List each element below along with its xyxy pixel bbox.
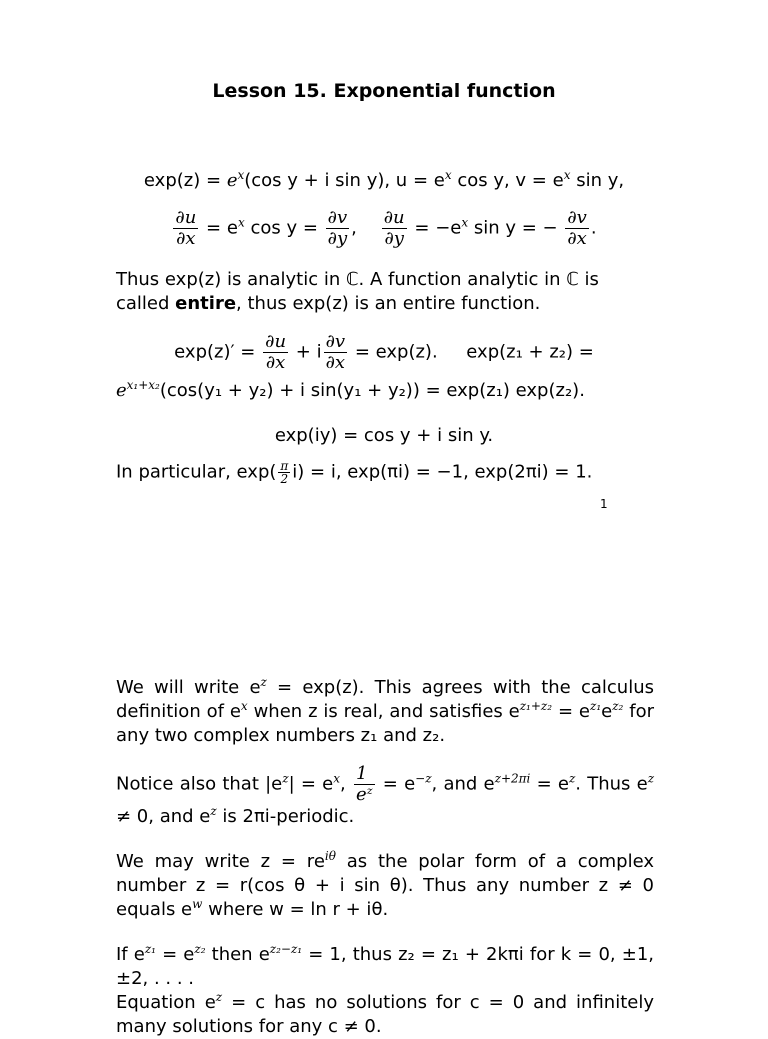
eq-text: cos y = (244, 217, 318, 239)
eq-text: , (351, 217, 357, 239)
eq-sup: x (237, 168, 245, 182)
fraction (278, 460, 290, 485)
para-text: where w = ln r + iθ. (202, 899, 389, 920)
fraction-den: ∂y (384, 228, 404, 249)
para-text: e (601, 701, 613, 722)
fraction (173, 208, 198, 249)
eq-sup: iθ (324, 849, 336, 863)
paragraph-notice (116, 764, 654, 829)
equation-addition (116, 380, 676, 401)
fraction-num: ∂u (175, 207, 197, 228)
para-text: Equation e (116, 992, 216, 1013)
para-text: as the polar form of a complex number z = r(cos θ + i sin θ). Thus any number z ≠ 0 equals e (116, 851, 655, 920)
para-text: , (340, 773, 346, 795)
para-text: = e (155, 944, 195, 965)
eq-text: e (226, 170, 238, 191)
para-text: , thus exp(z) is an entire function. (236, 293, 541, 314)
fraction-num: ∂v (327, 207, 348, 228)
fraction-num: ∂v (325, 331, 346, 352)
para-text: = c has no solutions for c = 0 and infinitely many solutions for any c ≠ 0. (116, 992, 654, 1037)
fraction (263, 332, 288, 373)
eq-sup: x (461, 215, 469, 230)
eq-text: . (590, 217, 597, 239)
eq-sup: x₁+x₂ (126, 378, 160, 392)
fraction (326, 208, 349, 249)
page-number: 1 (600, 497, 608, 511)
para-text: Thus exp(z) is analytic in ℂ. A function analytic in ℂ is called (116, 269, 599, 314)
paragraph-particular (116, 460, 654, 485)
para-text: when z is real, and satisfies e (247, 701, 520, 722)
fraction (382, 208, 407, 249)
fraction-den: ∂x (176, 228, 196, 249)
eq-text: (cos y + i sin y), u = e (244, 170, 445, 191)
fraction-den: ∂x (325, 352, 346, 373)
eq-text: = e (206, 217, 238, 239)
equation-derivative (80, 332, 688, 373)
paragraph-equal-exponentials (116, 943, 654, 991)
fraction (565, 208, 588, 249)
eq-sup: −z (415, 771, 432, 786)
fraction-num: ∂u (265, 331, 287, 352)
paragraph-entire (116, 268, 654, 316)
eq-sup: w (192, 897, 203, 911)
eq-text: = −e (414, 217, 462, 239)
eq-text: cos y, v = e (451, 170, 564, 191)
eq-text: sin y = − (468, 217, 558, 239)
fraction-den: eᶻ (355, 784, 373, 805)
para-text: = e (552, 701, 590, 722)
eq-sup: z (647, 771, 655, 786)
eq-text: sin y, (570, 170, 625, 191)
para-text: = 1, thus z₂ = z₁ + 2kπi for k = 0, ±1, ±2, . . . . (116, 944, 655, 989)
eq-sup: x (563, 168, 571, 182)
eq-text: = exp(z). (354, 341, 438, 363)
fraction-den: ∂x (567, 228, 587, 249)
paragraph-write-ez (116, 676, 654, 748)
para-text: = e (530, 773, 569, 795)
paragraph-polar (116, 850, 654, 922)
eq-sup: z (568, 771, 576, 786)
para-text: = e (376, 773, 416, 795)
para-text: We may write z = re (116, 851, 325, 872)
eq-sup: z₂ (612, 699, 624, 713)
fraction-num: 1 (354, 764, 375, 785)
para-text: . Thus e (575, 773, 648, 795)
fraction-den: ∂y (327, 228, 348, 249)
para-text: Notice also that |e (116, 773, 283, 795)
para-text: then e (205, 944, 270, 965)
fraction (354, 764, 375, 805)
para-text: In particular, exp( (116, 461, 277, 483)
eq-text: exp(z₁ + z₂) = (466, 341, 594, 363)
eq-sup: x (444, 168, 452, 182)
eq-text: exp(z)′ = (174, 341, 256, 363)
para-text: We will write e (116, 677, 261, 698)
paragraph-solutions (116, 991, 654, 1039)
fraction-den: 2 (280, 472, 289, 486)
para-text: ≠ 0, and e (116, 806, 211, 827)
eq-sup: z₁ (590, 699, 602, 713)
eq-sup: z₂−z₁ (269, 942, 303, 956)
para-text: for any two complex numbers z₁ and z₂. (116, 701, 654, 746)
eq-text: exp(z) (143, 170, 201, 191)
eq-sup: z+2πi (494, 771, 531, 786)
fraction (324, 332, 347, 373)
para-text: is 2πi-periodic. (216, 806, 355, 827)
fraction-num: π (280, 459, 289, 473)
equation-exp-definition (80, 170, 688, 191)
fraction-num: ∂u (383, 207, 405, 228)
eq-text: (cos(y₁ + y₂) + i sin(y₁ + y₂)) = exp(z₁) exp(z₂). (159, 380, 585, 401)
para-text: | = e (288, 773, 334, 795)
eq-sup: x (237, 215, 245, 230)
eq-text: = (205, 170, 222, 191)
para-text: , and e (431, 773, 495, 795)
lesson-title: Lesson 15. Exponential function (212, 80, 556, 102)
equation-euler: exp(iy) = cos y + i sin y. (274, 425, 494, 446)
eq-sup: z (260, 675, 267, 689)
eq-sup: z₁+z₂ (519, 699, 553, 713)
para-text: If e (116, 944, 145, 965)
para-text: = exp(z). This agrees with the calculus definition of e (116, 677, 654, 722)
equation-cauchy-riemann (80, 208, 688, 249)
para-text: i) = i, exp(πi) = −1, exp(2πi) = 1. (292, 461, 593, 483)
eq-text: e (116, 380, 127, 401)
eq-sup: z₂ (194, 942, 206, 956)
eq-sup: z (210, 804, 217, 818)
bold-term-entire: entire (175, 293, 237, 314)
fraction-num: ∂v (567, 207, 587, 228)
eq-sup: z (282, 771, 289, 786)
eq-sup: x (333, 771, 340, 786)
eq-sup: z (215, 990, 223, 1004)
fraction-den: ∂x (265, 352, 286, 373)
eq-sup: z₁ (144, 942, 156, 956)
eq-text: + i (295, 341, 322, 363)
eq-sup: x (240, 699, 248, 713)
